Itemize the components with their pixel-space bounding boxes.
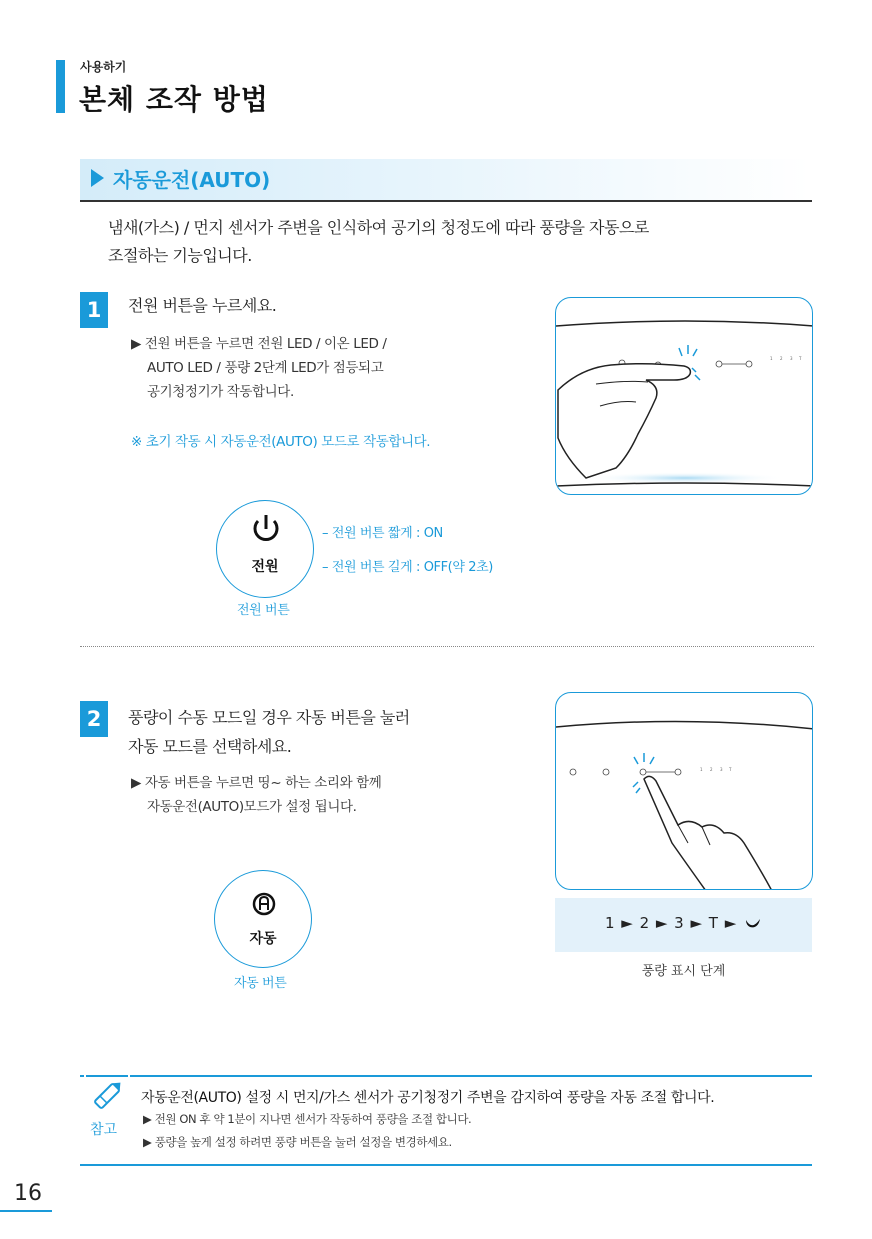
note-sub-1: ▶ 전원 ON 후 약 1분이 지나면 센서가 작동하여 풍량을 조절 합니다. xyxy=(143,1112,472,1126)
power-icon xyxy=(217,501,315,599)
step-1-bullets xyxy=(131,332,387,404)
svg-text:2: 2 xyxy=(780,356,783,361)
intro-text xyxy=(108,214,649,270)
page-title: 본체 조작 방법 xyxy=(79,83,269,116)
note-bottom-line xyxy=(80,1164,812,1166)
hand-pointer-icon xyxy=(556,298,813,495)
power-desc-short: – 전원 버튼 짧게 : ON xyxy=(322,526,443,541)
svg-text:T: T xyxy=(799,356,802,361)
power-desc-long: – 전원 버튼 길게 : OFF(약 2초) xyxy=(322,560,493,575)
step-1-badge: 1 xyxy=(80,292,108,328)
step-2-badge: 2 xyxy=(80,701,108,737)
step-2-title xyxy=(128,703,410,761)
fan-steps-caption: 풍량 표시 단계 xyxy=(641,964,726,979)
step-1-title: 전원 버튼을 누르세요. xyxy=(128,296,277,315)
auto-button-caption: 자동 버튼 xyxy=(234,976,287,991)
moon-icon xyxy=(742,915,762,929)
header-accent-bar xyxy=(56,60,65,113)
intro-line-1: 냄새(가스) / 먼지 센서가 주변을 인식하여 공기의 청정도에 따라 풍량을 자동으로 xyxy=(108,218,649,237)
step-2-bullets xyxy=(131,771,381,819)
header-subtitle: 사용하기 xyxy=(80,60,127,74)
svg-text:2: 2 xyxy=(710,767,713,772)
page-number: 16 xyxy=(14,1181,42,1206)
page-number-underline xyxy=(0,1210,52,1212)
section-triangle-icon xyxy=(91,169,104,187)
power-button-label: 전원 xyxy=(251,559,279,575)
power-button-caption: 전원 버튼 xyxy=(237,603,290,618)
step-1-bullet-3: 공기청정기가 작동합니다. xyxy=(147,384,294,400)
step-1-bullet-2: AUTO LED / 풍량 2단계 LED가 점등되고 xyxy=(147,360,384,376)
section-divider xyxy=(80,646,814,647)
svg-text:3: 3 xyxy=(720,767,723,772)
note-main-text: 자동운전(AUTO) 설정 시 먼지/가스 센서가 공기청정기 주변을 감지하여 풍량을 자동 조절 합니다. xyxy=(141,1090,715,1106)
note-sub-2: ▶ 풍량을 높게 설정 하려면 풍량 버튼을 눌러 설정을 변경하세요. xyxy=(143,1135,452,1149)
fan-steps xyxy=(555,914,812,932)
intro-line-2: 조절하는 기능입니다. xyxy=(108,246,252,265)
step-1-illustration xyxy=(555,297,813,495)
step-2-bullet-2: 자동운전(AUTO)모드가 설정 됩니다. xyxy=(147,799,357,815)
step-1-bullet-1: ▶ 전원 버튼을 누르면 전원 LED / 이온 LED / xyxy=(131,336,387,352)
step-1-note: ※ 초기 작동 시 자동운전(AUTO) 모드로 작동합니다. xyxy=(131,434,431,450)
svg-text:1: 1 xyxy=(700,767,703,772)
section-title: 자동운전(AUTO) xyxy=(113,168,271,192)
step-2-title-1: 풍량이 수동 모드일 경우 자동 버튼을 눌러 xyxy=(128,708,410,727)
pencil-note-icon xyxy=(84,1075,130,1117)
fan-steps-text: 1 ► 2 ► 3 ► T ► xyxy=(604,914,738,932)
auto-icon xyxy=(215,871,313,969)
auto-button-graphic xyxy=(214,870,312,968)
step-2-illustration xyxy=(555,692,813,890)
note-icon-box xyxy=(84,1075,130,1117)
svg-text:3: 3 xyxy=(790,356,793,361)
note-caption: 참고 xyxy=(90,1122,118,1138)
auto-button-label: 자동 xyxy=(249,931,277,947)
section-underline xyxy=(80,200,812,202)
svg-text:1: 1 xyxy=(770,356,773,361)
svg-text:T: T xyxy=(729,767,732,772)
note-top-line xyxy=(80,1075,812,1077)
power-button-graphic xyxy=(216,500,314,598)
hand-pointer-icon xyxy=(556,693,813,890)
step-2-bullet-1: ▶ 자동 버튼을 누르면 띵~ 하는 소리와 함께 xyxy=(131,775,382,791)
step-2-title-2: 자동 모드를 선택하세요. xyxy=(128,737,292,756)
